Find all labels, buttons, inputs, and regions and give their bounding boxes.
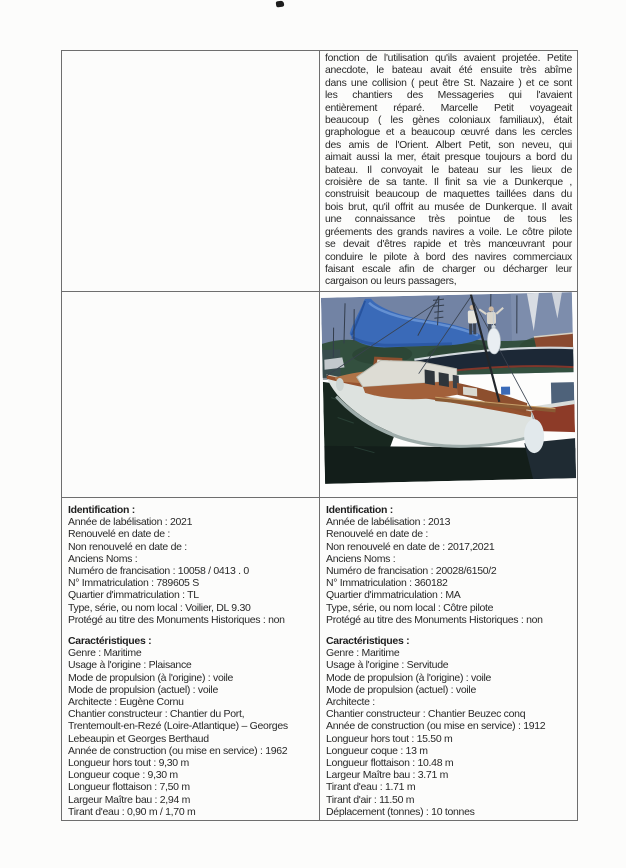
field-line: Année de labélisation : 2021 <box>68 516 193 529</box>
field-line: Tirant d'air : 11.50 m <box>326 793 415 806</box>
record-boat-2 <box>319 497 577 820</box>
field-line: Année de labélisation : 2013 <box>326 516 451 529</box>
empty-cell-top-left <box>62 51 319 291</box>
field-line: Largeur Maître bau : 3.71 m <box>326 769 449 782</box>
field-line: Largeur Maître bau : 2,94 m <box>68 793 191 806</box>
scan-ink-dot <box>276 0 285 7</box>
field-line: Mode de propulsion (à l'origine) : voile <box>68 671 234 684</box>
field-line: Architecte : <box>326 696 375 709</box>
paragraph-line: bateau. Il convoyait le bateau sur les lieux de <box>325 164 572 176</box>
paragraph-line: cargaison ou leurs passagers, <box>325 276 457 288</box>
caracteristiques-lines <box>68 647 314 818</box>
photo-cell <box>319 291 577 497</box>
field-line: Longueur hors tout : 15.50 m <box>326 732 453 745</box>
paragraph-line: des amis de l'Orient. Albert Petit, son neveu, qui <box>325 139 572 151</box>
empty-cell-middle-left <box>62 291 319 497</box>
identification-heading: Identification : <box>68 504 135 516</box>
paragraph-line: construisit beaucoup de maquettes taillées dans du <box>325 189 572 201</box>
paragraph-line: aimait aussi la mer, était presque toujours a bord du <box>325 152 572 164</box>
field-line: Numéro de francisation : 20028/6150/2 <box>326 565 497 578</box>
field-line: Non renouvelé en date de : 2017,2021 <box>326 540 495 553</box>
field-line: Lebeaupin et Georges Berthaud <box>68 732 209 745</box>
paragraph-line: fonction de l'utilisation qu'ils avaient projetée. Petite <box>325 53 572 64</box>
identification-heading: Identification : <box>326 504 393 516</box>
record-boat-1 <box>62 497 319 820</box>
caracteristiques-lines <box>326 647 572 818</box>
field-line: Mode de propulsion (à l'origine) : voile <box>326 671 492 684</box>
paragraph-line: beaucoup ( les gènes coloniaux familiaux), était <box>325 115 572 127</box>
paragraph-line: gréements des grands navires a voile. Le côtre pilote <box>325 226 572 238</box>
field-line: Tirant d'eau : 0,90 m / 1,70 m <box>68 805 196 818</box>
field-line: Longueur coque : 9,30 m <box>68 769 178 782</box>
paragraph-line: conduire le pilote à bord des navires commerciaux <box>325 251 572 263</box>
boat-photo-illustration <box>321 292 576 484</box>
field-line: Architecte : Eugène Cornu <box>68 696 184 709</box>
paragraph-line: dans une collision ( peut être St. Nazaire ) et ce sont <box>325 77 572 89</box>
field-line: Tirant d'eau : 1.71 m <box>326 781 416 794</box>
field-line: Genre : Maritime <box>68 647 142 660</box>
paragraph-line: une connaissance très pointue de tous les <box>325 214 572 226</box>
paragraph-line: se devait d'êtres rapide et très manœuvrant pour <box>325 239 572 251</box>
field-line: Quartier d'immatriculation : MA <box>326 589 461 602</box>
field-line: Usage à l'origine : Servitude <box>326 659 449 672</box>
caracteristiques-heading: Caractéristiques : <box>326 635 410 648</box>
field-line: Numéro de francisation : 10058 / 0413 . 0 <box>68 565 249 578</box>
identification-lines <box>326 516 572 626</box>
field-line: Année de construction (ou mise en service) : 1962 <box>68 744 288 757</box>
field-line: Anciens Noms : <box>68 552 138 565</box>
field-line: N° Immatriculation : 360182 <box>326 577 448 590</box>
field-line: Protégé au titre des Monuments Historiques : non <box>326 613 543 626</box>
field-line: Renouvelé en date de : <box>326 528 428 541</box>
field-line: Trentemoult-en-Rezé (Loire-Atlantique) – Georges <box>68 720 288 733</box>
caracteristiques-heading: Caractéristiques : <box>68 635 152 648</box>
paragraph-line: bois brut, qu'il offrit au musée de Dunkerque. Il avait <box>325 201 572 213</box>
paragraph-line: graphologue et a beaucoup œuvré dans les cercles <box>325 127 572 139</box>
history-paragraph <box>319 51 577 291</box>
field-line: Genre : Maritime <box>326 647 400 660</box>
field-line: Chantier constructeur : Chantier du Port, <box>68 708 245 721</box>
field-line: N° Immatriculation : 789605 S <box>68 577 199 590</box>
paragraph-line: faisant escale afin de charger ou décharger leur <box>325 263 572 275</box>
paragraph-line: les chantiers des Messageries qui l'avaient <box>325 90 572 102</box>
field-line: Non renouvelé en date de : <box>68 540 187 553</box>
field-line: Type, série, ou nom local : Côtre pilote <box>326 601 494 614</box>
field-line: Anciens Noms : <box>326 552 396 565</box>
field-line: Mode de propulsion (actuel) : voile <box>326 683 477 696</box>
field-line: Chantier constructeur : Chantier Beuzec conq <box>326 708 526 721</box>
field-line: Quartier d'immatriculation : TL <box>68 589 199 602</box>
field-line: Déplacement (tonnes) : 10 tonnes <box>326 805 475 818</box>
field-line: Usage à l'origine : Plaisance <box>68 659 192 672</box>
field-line: Longueur coque : 13 m <box>326 744 428 757</box>
paragraph-line: entièrement réparé. Marcelle Petit voyageait <box>325 102 572 114</box>
record-table <box>61 50 578 821</box>
paragraph-line: anecdote, le bateau avait été ensuite très abîme <box>325 65 572 77</box>
field-line: Type, série, ou nom local : Voilier, DL 9.30 <box>68 601 251 614</box>
field-line: Renouvelé en date de : <box>68 528 170 541</box>
identification-lines <box>68 516 314 626</box>
paragraph-line: croisière de sa tante. Il finit sa vie a Dunkerque , <box>325 177 572 189</box>
field-line: Longueur flottaison : 10.48 m <box>326 757 454 770</box>
field-line: Protégé au titre des Monuments Historiques : non <box>68 613 285 626</box>
field-line: Année de construction (ou mise en service) : 1912 <box>326 720 546 733</box>
field-line: Longueur hors tout : 9,30 m <box>68 757 189 770</box>
field-line: Mode de propulsion (actuel) : voile <box>68 683 219 696</box>
field-line: Longueur flottaison : 7,50 m <box>68 781 190 794</box>
boat-photo <box>321 292 576 484</box>
